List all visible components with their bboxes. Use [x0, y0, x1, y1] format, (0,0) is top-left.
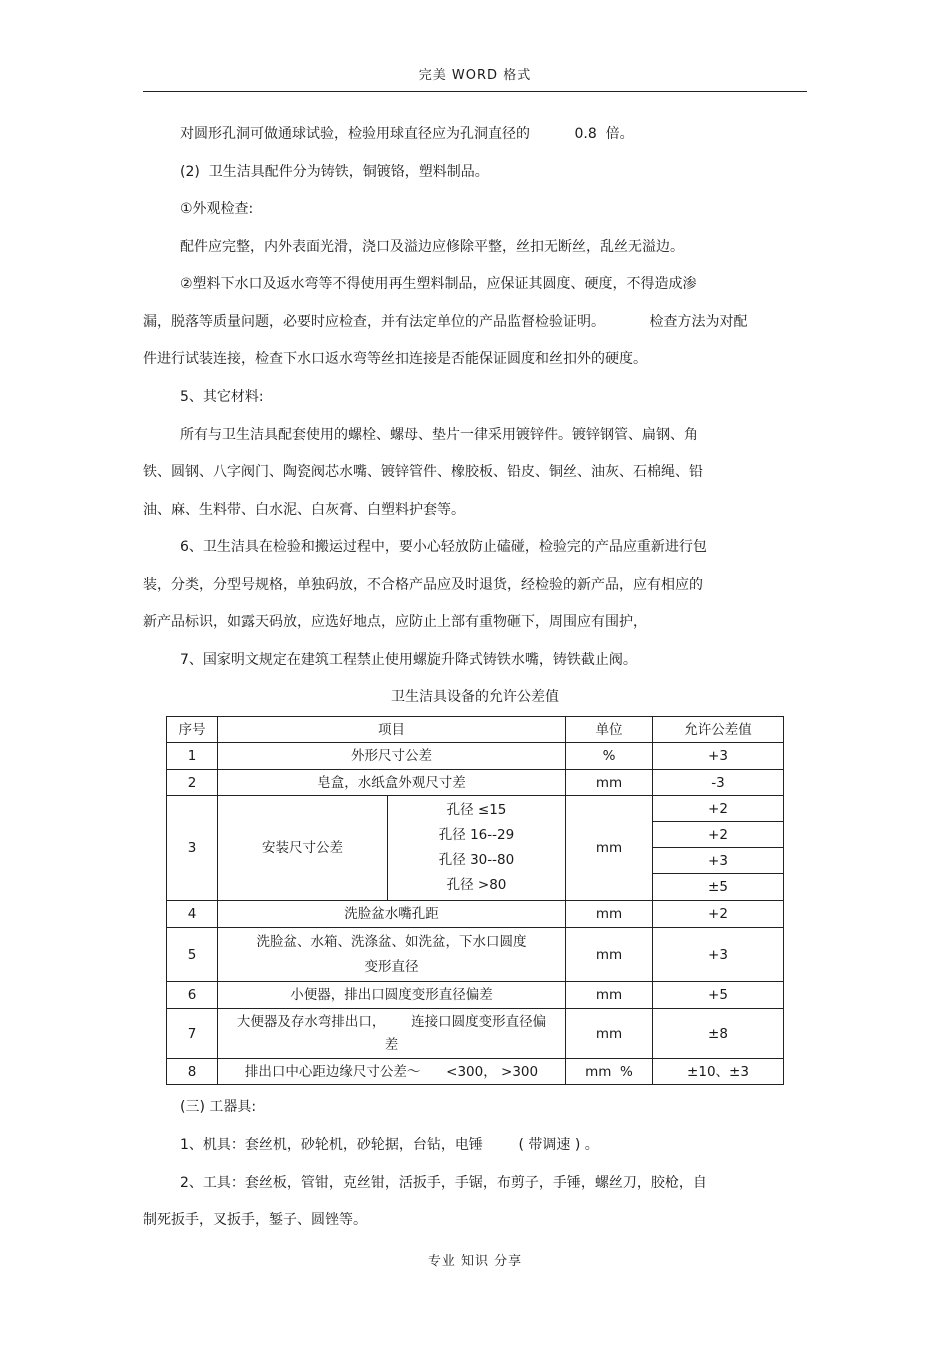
- hole-range: 孔径 30--80: [438, 852, 515, 868]
- cell-unit: mm %: [566, 1059, 653, 1085]
- cell-unit: mm: [566, 982, 653, 1009]
- cell-no: 2: [167, 770, 218, 796]
- paragraph-line: 所有与卫生洁具配套使用的螺栓、螺母、垫片一律采用镀锌件。镀锌钢管、扁钢、角: [180, 427, 698, 443]
- cell-tolerance: +2: [653, 822, 784, 848]
- paragraph-line: (2) 卫生洁具配件分为铸铁，铜镀铬，塑料制品。: [180, 164, 489, 180]
- cell-item-line: 大便器及存水弯排出口， 连接口圆度变形直径偏: [236, 1013, 547, 1030]
- paragraph-line: 5、其它材料:: [180, 389, 264, 405]
- table-row: [167, 796, 784, 822]
- paragraph-line: 制死扳手，叉扳手，錾子、圆锉等。: [143, 1212, 367, 1228]
- section-heading: (三) 工器具:: [180, 1099, 257, 1115]
- cell-item-line: 差: [384, 1036, 399, 1053]
- paragraph-line: 1、机具：套丝机，砂轮机，砂轮据，台钻，电锤 ( 带调速 ) 。: [180, 1137, 599, 1153]
- paragraph-line: 配件应完整，内外表面光滑，浇口及溢边应修除平整，丝扣无断丝，乱丝无溢边。: [180, 239, 684, 255]
- cell-tolerance: -3: [653, 770, 784, 796]
- table-row: [167, 1059, 784, 1085]
- cell-unit: %: [566, 743, 653, 770]
- header-unit: 单位: [566, 717, 653, 743]
- cell-no: 1: [167, 743, 218, 770]
- header-no: 序号: [167, 717, 218, 743]
- table-header-row: [167, 717, 784, 743]
- paragraph-line: ①外观检查:: [180, 201, 254, 217]
- cell-tolerance: +5: [653, 982, 784, 1009]
- cell-item-line: 变形直径: [364, 958, 419, 975]
- cell-item: 皂盒，水纸盒外观尺寸差: [218, 770, 566, 796]
- header-tolerance: 允许公差值: [653, 717, 784, 743]
- cell-item-line: 洗脸盆、水箱、洗涤盆、如洗盆，下水口圆度: [256, 933, 527, 950]
- table-row: [167, 770, 784, 796]
- table-row: [167, 1009, 784, 1059]
- table-row: [167, 928, 784, 982]
- paragraph-line: 对圆形孔洞可做通球试验，检验用球直径应为孔洞直径的 0.8 倍。: [180, 126, 634, 142]
- paragraph-line: 漏，脱落等质量问题，必要时应检查，并有法定单位的产品监督检验证明。 检查方法为对配: [143, 314, 748, 330]
- paragraph-line: 2、工具：套丝板，管钳，克丝钳，活扳手，手锯，布剪子，手锤，螺丝刀，胶枪，自: [180, 1175, 707, 1191]
- cell-unit: mm: [566, 770, 653, 796]
- cell-tolerance: +3: [653, 743, 784, 770]
- cell-item: [218, 928, 566, 982]
- paragraph-line: 6、卫生洁具在检验和搬运过程中，要小心轻放防止磕碰，检验完的产品应重新进行包: [180, 539, 707, 555]
- paragraph-line: ②塑料下水口及返水弯等不得使用再生塑料制品，应保证其圆度、硬度，不得造成渗: [180, 276, 697, 292]
- page-footer: 专业 知识 分享: [427, 1254, 523, 1269]
- table-row: [167, 743, 784, 770]
- cell-no: 8: [167, 1059, 218, 1085]
- cell-tolerance: +2: [653, 901, 784, 928]
- hole-range: 孔径 >80: [446, 877, 507, 893]
- header-item: 项目: [218, 717, 566, 743]
- cell-unit: mm: [566, 901, 653, 928]
- cell-item: 洗脸盆水嘴孔距: [218, 901, 566, 928]
- cell-tolerance: ±8: [653, 1009, 784, 1059]
- cell-tolerance: +3: [653, 848, 784, 874]
- cell-hole-diameter-ranges: [388, 796, 566, 901]
- cell-no: 4: [167, 901, 218, 928]
- paragraph-line: 铁、圆钢、八字阀门、陶瓷阀芯水嘴、镀锌管件、橡胶板、铅皮、铜丝、油灰、石棉绳、铅: [143, 464, 703, 480]
- cell-no: 3: [167, 796, 218, 901]
- cell-unit: mm: [566, 796, 653, 901]
- cell-tolerance: ±5: [653, 874, 784, 901]
- cell-tolerance: +3: [653, 928, 784, 982]
- cell-unit: mm: [566, 928, 653, 982]
- cell-unit: mm: [566, 1009, 653, 1059]
- paragraph-line: 油、麻、生料带、白水泥、白灰膏、白塑料护套等。: [143, 502, 465, 518]
- tolerance-table: [166, 716, 784, 1085]
- cell-no: 6: [167, 982, 218, 1009]
- paragraph-line: 装，分类，分型号规格，单独码放，不合格产品应及时退货，经检验的新产品，应有相应的: [143, 577, 703, 593]
- cell-item: 排出口中心距边缘尺寸公差～ <300， >300: [218, 1059, 566, 1085]
- paragraph-line: 7、国家明文规定在建筑工程禁止使用螺旋升降式铸铁水嘴，铸铁截止阀。: [180, 652, 637, 668]
- cell-item: 安装尺寸公差: [218, 796, 388, 901]
- cell-item: [218, 1009, 566, 1059]
- cell-no: 5: [167, 928, 218, 982]
- cell-no: 7: [167, 1009, 218, 1059]
- paragraph-line: 件进行试装连接，检查下水口返水弯等丝扣连接是否能保证圆度和丝扣外的硬度。: [143, 351, 647, 367]
- table-caption: 卫生洁具设备的允许公差值: [391, 689, 559, 705]
- paragraph-line: 新产品标识，如露天码放，应选好地点，应防止上部有重物砸下，周围应有围护，: [143, 614, 647, 630]
- cell-item: 小便器，排出口圆度变形直径偏差: [218, 982, 566, 1009]
- cell-item: 外形尺寸公差: [218, 743, 566, 770]
- table-row: [167, 982, 784, 1009]
- table-row: [167, 901, 784, 928]
- cell-tolerance: +2: [653, 796, 784, 822]
- hole-range: 孔径 16--29: [438, 827, 515, 843]
- cell-tolerance: ±10、±3: [653, 1059, 784, 1085]
- header-rule: [143, 91, 807, 92]
- hole-range: 孔径 ≤15: [446, 802, 507, 818]
- page-header: 完美 WORD 格式: [418, 68, 532, 83]
